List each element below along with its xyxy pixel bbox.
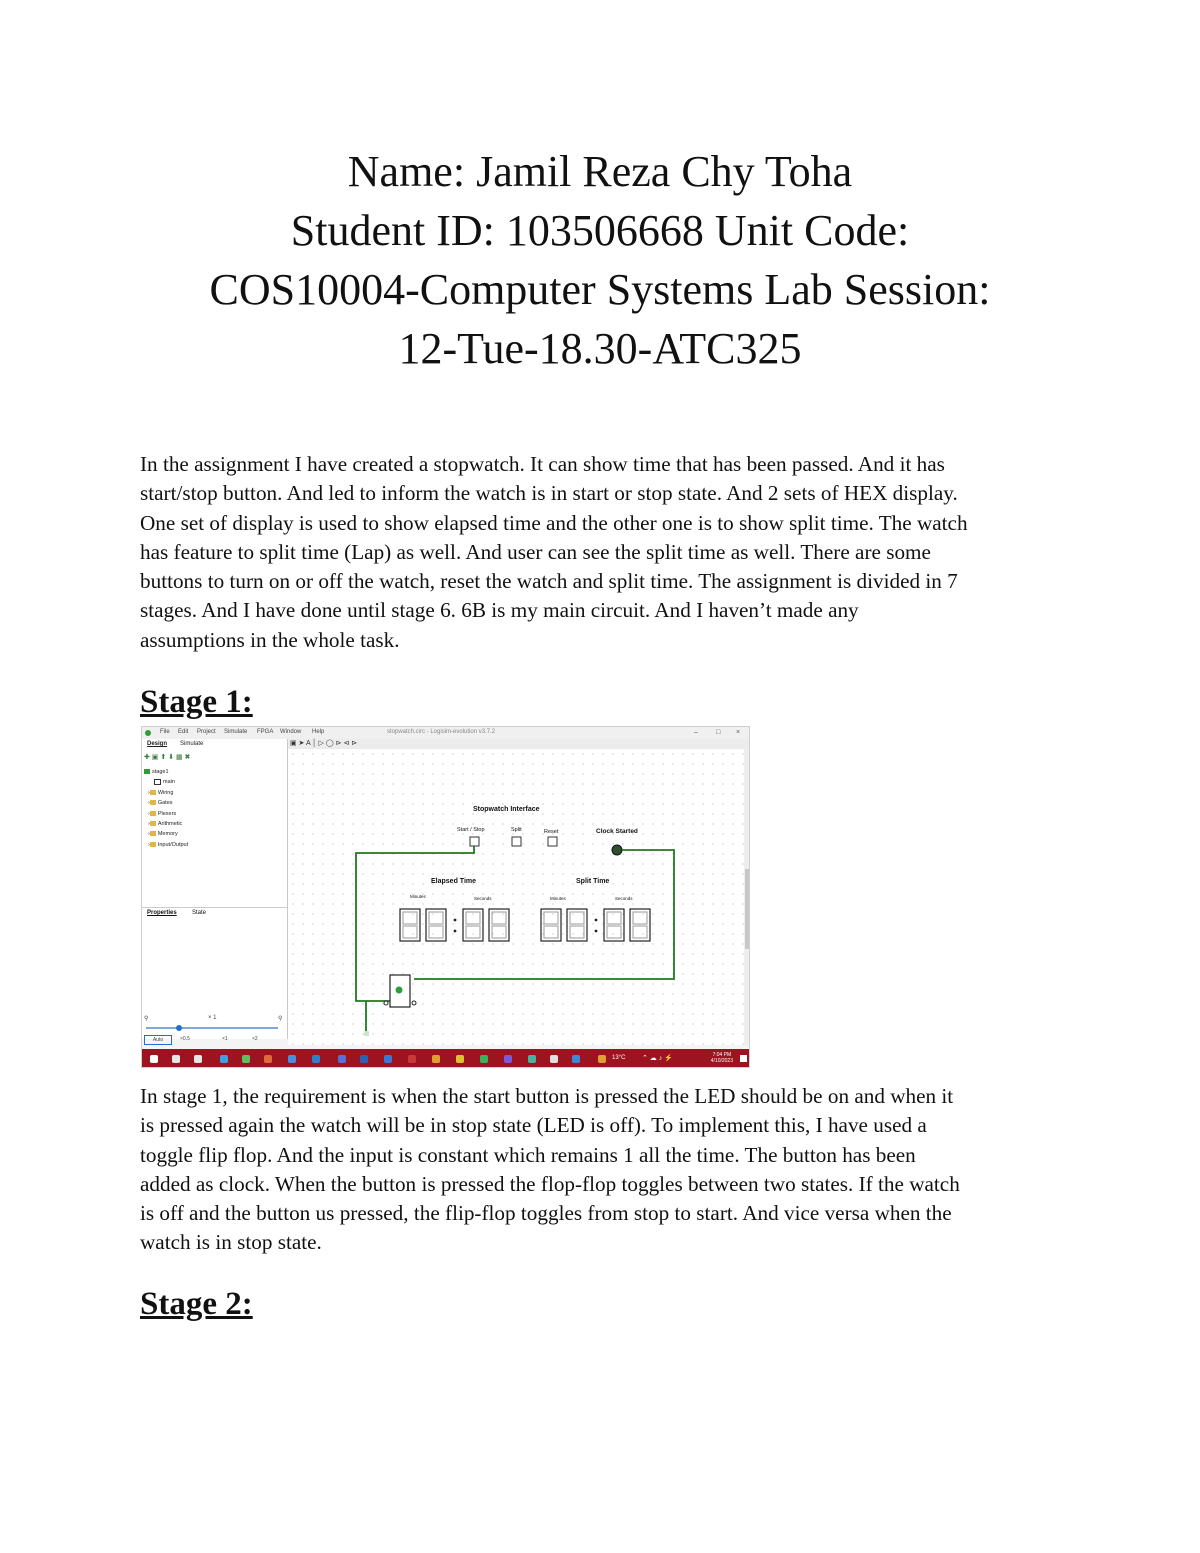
- menu-item[interactable]: Window: [280, 729, 302, 735]
- zoom-value: × 1: [208, 1015, 217, 1021]
- app-icon[interactable]: [408, 1055, 416, 1063]
- menu-item[interactable]: FPGA: [257, 729, 274, 735]
- start-stop-label: Start / Stop: [457, 827, 485, 833]
- menu-item[interactable]: Edit: [178, 729, 189, 735]
- split-hex-displays: [541, 909, 650, 941]
- tree-item[interactable]: Arithmetic: [144, 819, 188, 829]
- menu-item[interactable]: Simulate: [224, 729, 248, 735]
- logisim-screenshot: [141, 726, 750, 1068]
- tree-item[interactable]: Input/Output: [144, 840, 188, 850]
- clock-started-led: [612, 845, 622, 855]
- app-icon[interactable]: [288, 1055, 296, 1063]
- text-line: start/stop button. And led to inform the watch is in start or stop state. And 2 sets of HEX display.: [140, 481, 958, 506]
- edge-icon[interactable]: [312, 1055, 320, 1063]
- menu-item[interactable]: Help: [312, 729, 325, 735]
- start-stop-button[interactable]: [470, 837, 479, 846]
- title-line: COS10004-Computer Systems Lab Session:: [209, 265, 991, 314]
- split-colon-bottom: [595, 930, 598, 933]
- menu-bar: [142, 727, 749, 739]
- stage1-heading: Stage 1:: [140, 684, 253, 720]
- tree-item[interactable]: Memory: [144, 829, 188, 839]
- zoom-slider-handle[interactable]: [176, 1025, 182, 1031]
- zoom-auto-button[interactable]: Auto: [144, 1035, 172, 1045]
- split-seconds-label: Seconds: [615, 896, 633, 901]
- menu-item[interactable]: File: [160, 729, 170, 735]
- zoom-two-button[interactable]: ×2: [252, 1036, 258, 1042]
- text-line: In the assignment I have created a stopwatch. It can show time that has been passed. And it has: [140, 452, 945, 476]
- explorer-toolbar-icons[interactable]: ✚ ▣ ⬆ ⬇ ▦ ✖: [144, 754, 191, 761]
- split-button[interactable]: [512, 837, 521, 846]
- document-title: [0, 142, 1200, 378]
- app-logo-icon: [145, 730, 151, 736]
- title-line: Student ID: 103506668 Unit Code:: [290, 206, 910, 255]
- zoom-one-button[interactable]: ×1: [222, 1036, 228, 1042]
- text-line: is off and the button us pressed, the flip-flop toggles from stop to start. And vice versa when the: [140, 1201, 952, 1226]
- scrollbar-thumb[interactable]: [745, 869, 750, 949]
- app-icon[interactable]: [480, 1055, 488, 1063]
- text-line: is pressed again the watch will be in stop state (LED is off). To implement this, I have used a: [140, 1113, 927, 1138]
- toggle-flip-flop: [364, 975, 416, 1036]
- tree-item[interactable]: Plexers: [144, 809, 188, 819]
- circuit-canvas[interactable]: [288, 749, 744, 1045]
- text-line: watch is in stop state.: [140, 1230, 322, 1255]
- text-line: stages. And I have done until stage 6. 6B is my main circuit. And I haven’t made any: [140, 598, 859, 623]
- tab-simulate[interactable]: Simulate: [180, 741, 204, 747]
- text-line: In stage 1, the requirement is when the start button is pressed the LED should be on and when it: [140, 1084, 954, 1108]
- tree-item[interactable]: Wiring: [144, 788, 188, 798]
- text-line: assumptions in the whole task.: [140, 627, 400, 652]
- app-icon[interactable]: [504, 1055, 512, 1063]
- intro-paragraph: [140, 450, 1070, 655]
- app-icon[interactable]: [572, 1055, 580, 1063]
- interface-title: Stopwatch Interface: [473, 806, 540, 813]
- elapsed-colon-bottom: [454, 930, 457, 933]
- split-minutes-label: Minutes: [550, 896, 566, 901]
- text-line: buttons to turn on or off the watch, reset the watch and split time. The assignment is divided in 7: [140, 569, 958, 594]
- stage1-paragraph: [140, 1082, 1070, 1258]
- circuit-diagram: [288, 749, 744, 1045]
- tab-design[interactable]: Design: [147, 741, 168, 747]
- elapsed-time-label: Elapsed Time: [431, 878, 477, 885]
- text-line: One set of display is used to show elapsed time and the other one is to show split time. The watch: [140, 510, 968, 535]
- task-view-icon[interactable]: [194, 1055, 202, 1063]
- chrome-icon[interactable]: [456, 1055, 464, 1063]
- tab-properties[interactable]: Properties: [147, 910, 177, 916]
- weather-icon[interactable]: [598, 1055, 606, 1063]
- zoom-half-button[interactable]: ×0.5: [180, 1036, 190, 1042]
- reset-button[interactable]: [548, 837, 557, 846]
- search-icon[interactable]: [172, 1055, 180, 1063]
- elapsed-colon-top: [454, 919, 457, 922]
- split-time-label: Split Time: [576, 878, 610, 885]
- app-icon[interactable]: [220, 1055, 228, 1063]
- tree-item[interactable]: main: [144, 777, 188, 787]
- tree-item[interactable]: stage1: [144, 767, 188, 777]
- vertical-scrollbar[interactable]: [744, 749, 750, 1045]
- system-tray-icons[interactable]: ⌃ ☁ ♪ ⚡: [642, 1055, 673, 1062]
- canvas-toolbar: [288, 739, 750, 749]
- clock-started-label: Clock Started: [596, 828, 638, 835]
- reset-label: Reset: [544, 829, 559, 835]
- properties-tabs: [142, 907, 287, 920]
- component-tree: [144, 767, 188, 850]
- weather-temp: 13°C: [612, 1055, 626, 1061]
- start-icon[interactable]: [150, 1055, 158, 1063]
- notification-icon[interactable]: [740, 1055, 747, 1062]
- taskbar-clock[interactable]: [711, 1052, 733, 1064]
- window-title: stopwatch.circ - Logisim-evolution v3.7.2: [387, 729, 496, 735]
- title-line: Name: Jamil Reza Chy Toha: [347, 147, 853, 196]
- select-tool-icon[interactable]: ▣ ➤ A │ ▷ ◯ ⊳ ⊲ ⊳: [290, 740, 358, 747]
- clock-time: 7:04 PM: [712, 1052, 732, 1058]
- text-line: added as clock. When the button is pressed the flop-flop toggles between two states. If the watch: [140, 1171, 960, 1196]
- clock-date: 4/10/2023: [710, 1058, 733, 1064]
- elapsed-seconds-label: Seconds: [474, 896, 492, 901]
- zoom-out-icon[interactable]: ⚲: [144, 1016, 149, 1022]
- stage2-heading: Stage 2:: [140, 1286, 253, 1322]
- app-icon[interactable]: [360, 1055, 368, 1063]
- app-icon[interactable]: [432, 1055, 440, 1063]
- windows-taskbar: [142, 1049, 750, 1068]
- tree-item[interactable]: Gates: [144, 798, 188, 808]
- elapsed-minutes-label: Minutes: [410, 894, 426, 899]
- split-label: Split: [511, 827, 522, 833]
- split-colon-top: [595, 919, 598, 922]
- app-icon[interactable]: [338, 1055, 346, 1063]
- text-line: toggle flip flop. And the input is constant which remains 1 all the time. The button has been: [140, 1142, 916, 1167]
- elapsed-hex-displays: [400, 909, 509, 941]
- minimize-icon[interactable]: –: [694, 729, 698, 736]
- text-line: has feature to split time (Lap) as well. And user can see the split time as well. There are some: [140, 539, 931, 564]
- zoom-slider[interactable]: [146, 1027, 278, 1029]
- app-icon[interactable]: [384, 1055, 392, 1063]
- zoom-in-icon[interactable]: ⚲: [278, 1016, 283, 1022]
- menu-item[interactable]: Project: [197, 729, 216, 735]
- app-icon[interactable]: [242, 1055, 250, 1063]
- close-icon[interactable]: ×: [736, 729, 741, 736]
- explorer-pane: [142, 739, 288, 1043]
- title-line: 12-Tue-18.30-ATC325: [398, 324, 802, 373]
- settings-icon[interactable]: [550, 1055, 558, 1063]
- maximize-icon[interactable]: □: [716, 729, 721, 736]
- tab-state[interactable]: State: [192, 910, 207, 916]
- app-icon[interactable]: [528, 1055, 536, 1063]
- app-icon[interactable]: [264, 1055, 272, 1063]
